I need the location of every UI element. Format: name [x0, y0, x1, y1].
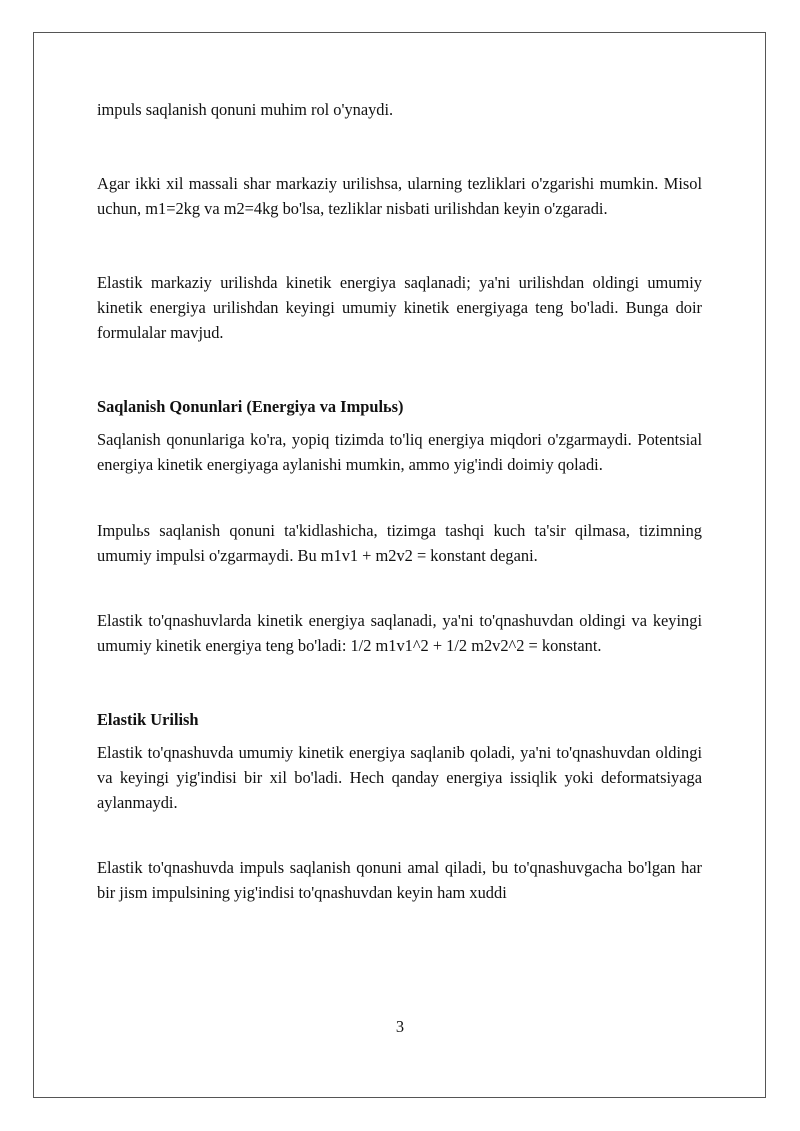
paragraph: Saqlanish qonunlariga ko'ra, yopiq tizimda to'liq energiya miqdori o'zgarmaydi. Potentsial energiya kinetik energiyaga aylanishi mumkin, ammo yig'indi doimiy qoladi. — [97, 430, 702, 474]
paragraph: Elastik to'qnashuvlarda kinetik energiya saqlanadi, ya'ni to'qnashuvdan oldingi va keyingi umumiy kinetik energiya teng bo'ladi: 1/2 m1v1^2 + 1/2 m2v2^2 = konstant. — [97, 611, 702, 655]
paragraph: Agar ikki xil massali shar markaziy urilishsa, ularning tezliklari o'zgarishi mumkin. Misol uchun, m1=2kg va m2=4kg bo'lsa, tezliklar nisbati urilishdan keyin o'zgaradi. — [97, 174, 702, 218]
section-heading: Elastik Urilish — [97, 710, 199, 729]
paragraph: Elastik markaziy urilishda kinetik energiya saqlanadi; ya'ni urilishdan oldingi umumiy kinetik energiya urilishdan keyingi umumiy kinetik energiyaga teng bo'ladi. Bunga doir formulalar mavjud. — [97, 273, 702, 342]
paragraph: Impulьs saqlanish qonuni ta'kidlashicha, tizimga tashqi kuch ta'sir qilmasa, tizimning umumiy impulsi o'zgarmaydi. Bu m1v1 + m2v2 = konstant degani. — [97, 521, 702, 565]
page-number: 3 — [395, 1017, 405, 1036]
paragraph: Elastik to'qnashuvda impuls saqlanish qonuni amal qiladi, bu to'qnashuvgacha bo'lgan har bir jism impulsining yig'indisi to'qnashuvdan keyin ham xuddi — [97, 858, 702, 902]
page-content — [97, 97, 702, 905]
paragraph: impuls saqlanish qonuni muhim rol o'ynaydi. — [97, 100, 394, 119]
section-heading: Saqlanish Qonunlari (Energiya va Impulьs) — [97, 397, 404, 416]
paragraph: Elastik to'qnashuvda umumiy kinetik energiya saqlanib qoladi, ya'ni to'qnashuvdan oldingi va keyingi yig'indisi bir xil bo'ladi. Hech qanday energiya issiqlik yoki deformatsiyaga aylanmaydi. — [97, 743, 702, 812]
